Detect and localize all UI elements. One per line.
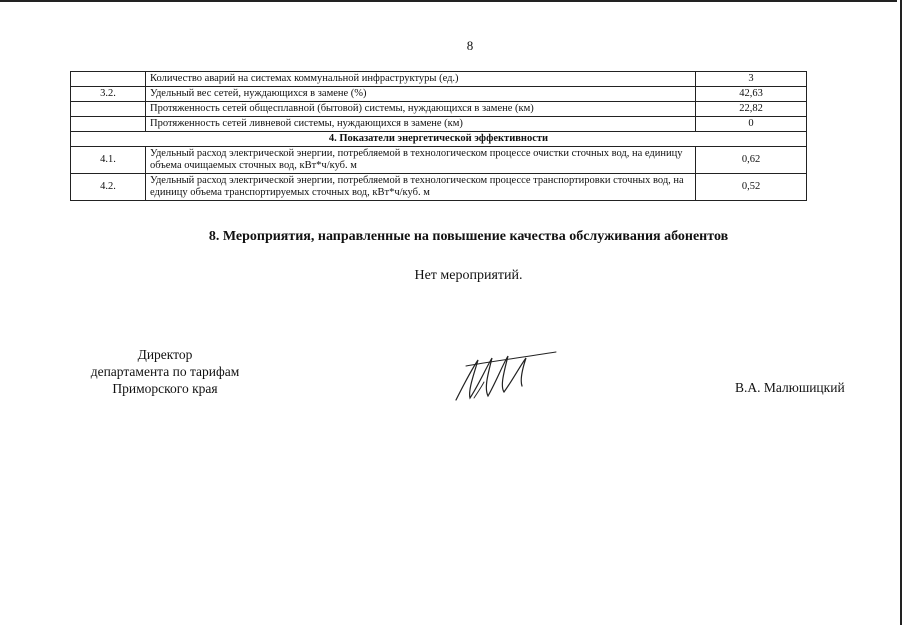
row-number: 3.2.: [71, 87, 146, 102]
row-number: 4.2.: [71, 174, 146, 201]
row-label: Количество аварий на системах коммунальной инфраструктуры (ед.): [146, 72, 696, 87]
row-label: Протяженность сетей ливневой системы, нуждающихся в замене (км): [146, 117, 696, 132]
row-value: 22,82: [696, 102, 807, 117]
row-number: [71, 102, 146, 117]
table-row: [71, 174, 807, 201]
row-value: 3: [696, 72, 807, 87]
row-number: 4.1.: [71, 147, 146, 174]
signer-title-line: департамента по тарифам: [90, 364, 240, 379]
row-value: 0,62: [696, 147, 807, 174]
table-row: [71, 117, 807, 132]
signer-title-line: Приморского края: [112, 381, 218, 396]
section-8-heading: 8. Мероприятия, направленные на повышение качества обслуживания абонентов: [208, 229, 729, 244]
signer-title-line: Директор: [137, 347, 193, 362]
handwritten-signature: [448, 348, 560, 406]
row-value: 0,52: [696, 174, 807, 201]
section-header-row: [71, 132, 807, 147]
page-edge-right: [900, 0, 902, 625]
signer-name: В.А. Малюшицкий: [735, 380, 845, 395]
row-value: 0: [696, 117, 807, 132]
row-number: [71, 72, 146, 87]
table-row: [71, 147, 807, 174]
table-row: [71, 102, 807, 117]
no-measures-text: Нет мероприятий.: [414, 268, 523, 283]
section-4-title: 4. Показатели энергетической эффективности: [71, 132, 807, 147]
signer-title: [70, 346, 260, 397]
indicators-table: [70, 71, 807, 201]
row-label: Удельный расход электрической энергии, потребляемой в технологическом процессе транспортировки сточных вод, на единицу объема транспортируемых сточных вод, кВт*ч/куб. м: [146, 174, 696, 201]
page-number: 8: [466, 38, 474, 53]
row-label: Удельный расход электрической энергии, потребляемой в технологическом процессе очистки сточных вод, на единицу объема очищаемых сточных вод, кВт*ч/куб. м: [146, 147, 696, 174]
row-number: [71, 117, 146, 132]
row-label: Протяженность сетей общесплавной (бытовой) системы, нуждающихся в замене (км): [146, 102, 696, 117]
table-row: [71, 72, 807, 87]
row-label: Удельный вес сетей, нуждающихся в замене (%): [146, 87, 696, 102]
page-edge-top: [0, 0, 897, 2]
table-row: [71, 87, 807, 102]
row-value: 42,63: [696, 87, 807, 102]
